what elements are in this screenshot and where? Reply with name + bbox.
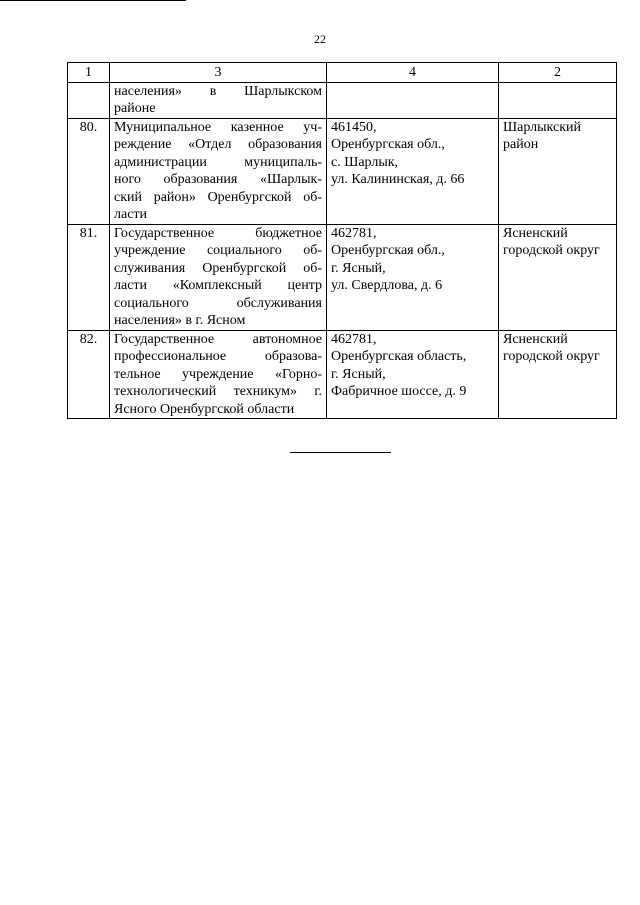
- row-number: 82.: [68, 330, 110, 419]
- row-number: 80.: [68, 118, 110, 224]
- district: Шарлыкский район: [499, 118, 617, 224]
- table-row: [68, 82, 617, 118]
- institution-name-line: районе: [114, 101, 156, 116]
- table-row: [68, 224, 617, 330]
- row-number: [68, 82, 110, 118]
- institution-name-line: тельное учреждение «Горно-: [114, 366, 322, 382]
- row-number: 81.: [68, 224, 110, 330]
- header-col-1: 1: [68, 63, 110, 83]
- institution-name-line: Государственное бюджетное: [114, 225, 322, 241]
- institution-address: 462781, Оренбургская обл., г. Ясный, ул. Свердлова, д. 6: [327, 224, 499, 330]
- end-rule: [290, 452, 391, 453]
- registry-table: [67, 62, 617, 419]
- district: Ясненский городской округ: [499, 330, 617, 419]
- top-rule: [0, 0, 186, 1]
- institution-name-line: технологический техникум» г.: [114, 384, 322, 399]
- institution-name-line: Муниципальное казенное уч-: [114, 119, 322, 135]
- institution-name-line: реждение «Отдел образования: [114, 137, 322, 152]
- institution-name-line: населения» в г. Ясном: [114, 313, 246, 328]
- table-header-row: [68, 63, 617, 83]
- institution-name-line: ласти: [114, 207, 148, 222]
- institution-address: 461450, Оренбургская обл., с. Шарлык, ул. Калининская, д. 66: [327, 118, 499, 224]
- header-col-3: 3: [110, 63, 327, 83]
- institution-name-line: администрации муниципаль-: [114, 154, 322, 170]
- institution-name: [110, 82, 327, 118]
- institution-name-line: служивания Оренбургской об-: [114, 260, 322, 276]
- page-number: 22: [314, 32, 326, 46]
- institution-name-line: профессиональное образова-: [114, 349, 322, 364]
- institution-name: [110, 330, 327, 419]
- institution-name-line: Ясного Оренбургской области: [114, 401, 295, 417]
- institution-name-line: ский район» Оренбургской об-: [114, 189, 322, 205]
- institution-name: [110, 118, 327, 224]
- institution-name-line: учреждение социального об-: [114, 243, 322, 258]
- institution-name-line: населения» в Шарлыкском: [114, 83, 322, 99]
- institution-address: [327, 82, 499, 118]
- table-body: [68, 82, 617, 419]
- header-col-4: 4: [327, 63, 499, 83]
- district: [499, 82, 617, 118]
- table-row: [68, 330, 617, 419]
- header-col-2: 2: [499, 63, 617, 83]
- institution-name-line: социального обслуживания: [114, 295, 322, 311]
- institution-name-line: ласти «Комплексный центр: [114, 278, 322, 293]
- district: Ясненский городской округ: [499, 224, 617, 330]
- institution-name-line: ного образования «Шарлык-: [114, 172, 322, 187]
- table-row: [68, 118, 617, 224]
- institution-name-line: Государственное автономное: [114, 331, 322, 347]
- institution-address: 462781, Оренбургская область, г. Ясный, Фабричное шоссе, д. 9: [327, 330, 499, 419]
- institution-name: [110, 224, 327, 330]
